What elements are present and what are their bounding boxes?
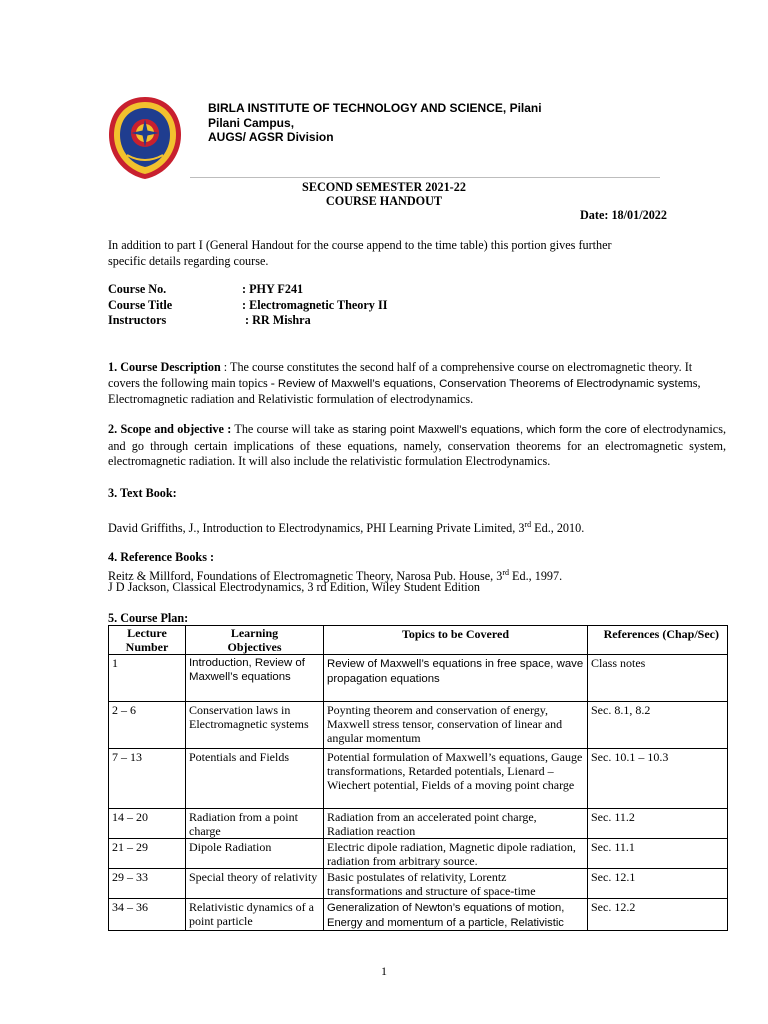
reference-cell: Sec. 10.1 – 10.3 [588,749,728,809]
topics-cell: Poynting theorem and conservation of energy, Maxwell stress tensor, conservation of linear and angular momentum [324,702,588,749]
lecture-cell: 7 – 13 [109,749,186,809]
objective-cell: Introduction, Review of Maxwell’s equations [186,655,324,702]
lecture-cell: 21 – 29 [109,839,186,869]
description-heading: 1. Course Description [108,360,221,374]
reference-1-text: Reitz & Millford, Foundations of Electromagnetic Theory, Narosa Pub. House, 3 [108,569,503,584]
reference-cell: Sec. 12.1 [588,869,728,899]
reference-1-text-end: Ed., 1997. [509,569,563,584]
division-name: AUGS/ AGSR Division [208,130,334,144]
objective-cell: Potentials and Fields [186,749,324,809]
description-text-end: tems, Electromagnetic radiation and Relativistic formulation of electrodynamics. [108,375,701,406]
table-row [109,839,728,869]
lecture-cell: 2 – 6 [109,702,186,749]
reference-cell: Sec. 11.2 [588,809,728,839]
table-row [109,749,728,809]
reference-cell: Sec. 12.2 [588,899,728,931]
topics-cell [324,899,588,931]
instructors-value: : RR Mishra [245,313,311,327]
description-topics: Review of Maxwell’s equations, Conservation Theorems of Electrodynamic sys [277,377,675,390]
table-header-row [109,626,728,655]
table-row [109,899,728,931]
course-info-labels [108,282,172,329]
page-number: 1 [381,964,387,978]
reference-2: J D Jackson, Classical Electrodynamics, 3 rd Edition, Wiley Student Edition [108,580,480,594]
objective-cell: Dipole Radiation [186,839,324,869]
topics-text: Generalization of Newton’s equations of motion, Energy and momentum of a particle, Relativistic [327,902,565,929]
scope-text-highlight: s staring point Maxwell’s equations, which form the core of [343,424,640,436]
textbook-entry [108,517,726,537]
reference-cell: Class notes [588,655,728,702]
table-row [109,655,728,702]
header-topics: Topics to be Covered [324,626,588,655]
scope-heading: 2. Scope and objective : [108,422,232,436]
lecture-cell: 14 – 20 [109,809,186,839]
table-row [109,809,728,839]
course-plan-table [108,625,728,931]
references-heading: 4. Reference Books : [108,550,215,564]
textbook-sup: rd [524,520,532,529]
objective-cell: Conservation laws in Electromagnetic systems [186,702,324,749]
objective-cell: Radiation from a point charge [186,809,324,839]
intro-paragraph: In addition to part I (General Handout for the course append to the time table) this portion gives further specific details regarding course. [108,238,612,268]
scope-text: The course will take a [231,422,344,436]
objective-cell: Special theory of relativity [186,869,324,899]
objective-cell: Relativistic dynamics of a point particle [186,899,324,931]
topics-cell: Potential formulation of Maxwell’s equations, Gauge transformations, Retarded potentials, Lienard – Wiechert potential, Fields of a moving point charge [324,749,588,809]
institute-logo [107,95,183,181]
lecture-cell: 34 – 36 [109,899,186,931]
course-no-label: Course No. [108,282,167,296]
instructors-label: Instructors [108,313,167,327]
scope-objective [108,422,726,470]
header-references: References (Chap/Sec) [588,626,728,655]
course-plan-heading: 5. Course Plan: [108,611,189,625]
handout-title: COURSE HANDOUT [325,194,443,208]
semester-title: SECOND SEMESTER 2021-22 [302,180,466,194]
scope-text-end: electrodynamics, and go through certain implications of these equations, namely, conservation theorems for an electromagnetic system, electromagnetic radiation. It will also include the relativistic formulation Electrodynamics. [108,422,726,468]
table-row [109,702,728,749]
topics-cell: Electric dipole radiation, Magnetic dipole radiation, radiation from arbitrary source. [324,839,588,869]
course-description [108,360,726,408]
course-title-label: Course Title [108,297,173,312]
topics-cell: Radiation from an accelerated point charge, Radiation reaction [324,809,588,839]
textbook-heading: 3. Text Book: [108,486,177,500]
lecture-cell: 29 – 33 [109,869,186,899]
header-lecture: Lecture Number [109,626,186,655]
topics-cell: Basic postulates of relativity, Lorentz transformations and structure of space-time [324,869,588,899]
lecture-cell: 1 [109,655,186,702]
reference-cell: Sec. 11.1 [588,839,728,869]
campus-name: Pilani Campus, [208,115,295,130]
topics-text: Review of Maxwell’s equations in free space, wave propagation equations [327,658,584,685]
table-row [109,869,728,899]
course-title-value: : Electromagnetic Theory II [242,297,388,312]
course-no-value: : PHY F241 [242,282,304,296]
reference-cell: Sec. 8.1, 8.2 [588,702,728,749]
header-objectives: Learning Objectives [186,626,324,655]
course-info-values [242,282,387,329]
textbook-text-end: Ed., 2010. [531,521,585,536]
institute-name: BIRLA INSTITUTE OF TECHNOLOGY AND SCIENCE, Pilani [208,101,542,115]
textbook-text: David Griffiths, J., Introduction to Electrodynamics, PHI Learning Private Limited, 3 [108,521,525,536]
topics-cell [324,655,588,702]
reference-1-sup: rd [502,568,509,577]
header-divider [190,177,660,178]
institute-header [208,101,542,145]
handout-date: Date: 18/01/2022 [580,208,667,222]
description-text: : The course constitutes the second half of a comprehensive course on electromagnetic theory. It covers the following main topics - [108,360,693,390]
